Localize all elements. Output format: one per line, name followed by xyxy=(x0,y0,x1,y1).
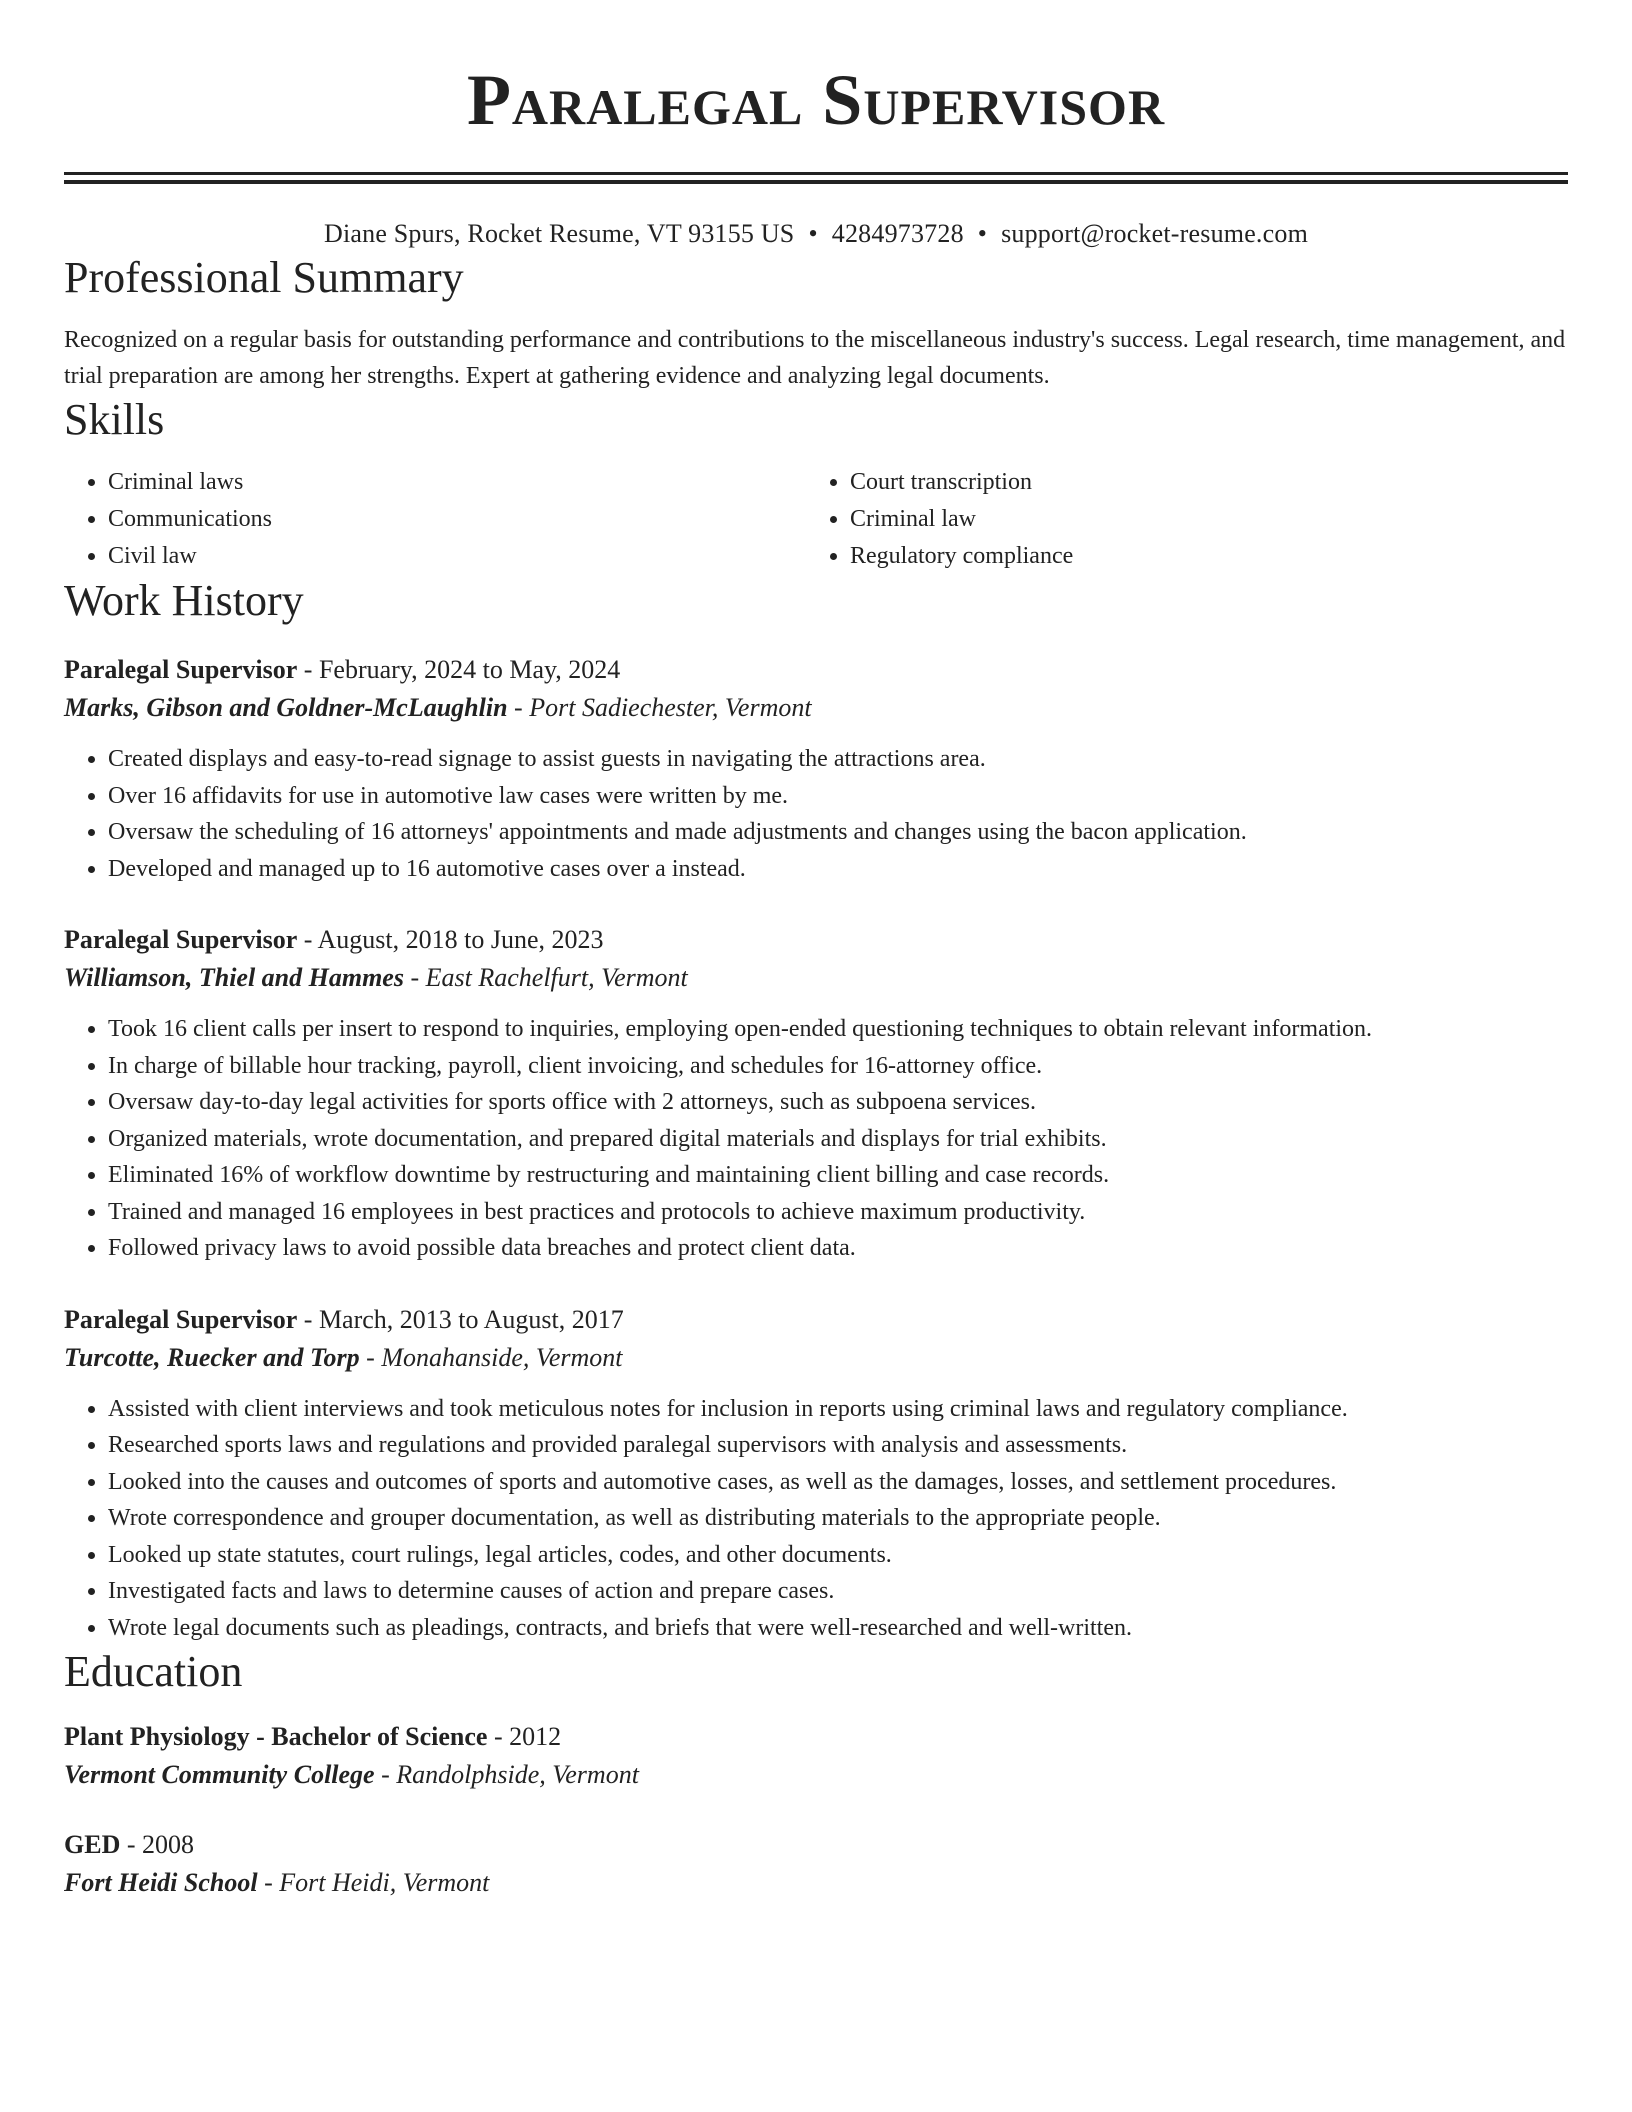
job-title-line xyxy=(64,921,1568,959)
summary-text: Recognized on a regular basis for outstanding performance and contributions to the miscellaneous industry's success. Legal research, time management, and trial preparation are among her strengths. Expert at gathering evidence and analyzing legal documents. xyxy=(64,327,1566,389)
job-bullet: • Wrote correspondence and grouper documentation, as well as distributing materials to the appropriate people. xyxy=(108,1500,1568,1537)
job-dash: - xyxy=(403,963,426,992)
job-dash: - xyxy=(297,925,318,954)
skills-heading: Skills xyxy=(64,395,165,444)
job-location: East Rachelfurt, Vermont xyxy=(425,963,688,992)
education-heading: Education xyxy=(64,1647,243,1696)
job-bullet: • Oversaw day-to-day legal activities for sports office with 2 attorneys, such as subpoena services. xyxy=(108,1084,1568,1121)
education-dash: - xyxy=(374,1760,397,1789)
education-year: 2008 xyxy=(142,1830,195,1859)
job-bullet: • Followed privacy laws to avoid possible data breaches and protect client data. xyxy=(108,1230,1568,1267)
job-dash: - xyxy=(297,655,319,684)
job-bullets xyxy=(64,1391,1568,1647)
education-degree: Plant Physiology - Bachelor of Science xyxy=(64,1722,488,1751)
job-company: Williamson, Thiel and Hammes xyxy=(64,963,404,992)
education-degree-line xyxy=(64,1718,1568,1756)
education-school-line xyxy=(64,1864,1568,1902)
education-school: Fort Heidi School xyxy=(64,1868,258,1897)
contact-email: support@rocket-resume.com xyxy=(1001,219,1309,248)
contact-address: Diane Spurs, Rocket Resume, VT 93155 US xyxy=(323,219,795,248)
skill-item: • Regulatory compliance xyxy=(850,538,1548,575)
job-bullet: • Wrote legal documents such as pleadings, contracts, and briefs that were well-researched and well-written. xyxy=(108,1610,1568,1647)
education-dash: - xyxy=(120,1830,143,1859)
job-location: Port Sadiechester, Vermont xyxy=(529,693,812,722)
education-degree-line xyxy=(64,1826,1568,1864)
job-bullet: • Over 16 affidavits for use in automotive law cases were written by me. xyxy=(108,778,1568,815)
job-bullet: • Trained and managed 16 employees in best practices and protocols to achieve maximum productivity. xyxy=(108,1194,1568,1231)
education-dash: - xyxy=(487,1722,510,1751)
education-entry xyxy=(64,1718,1568,1794)
job-bullet: • Assisted with client interviews and took meticulous notes for inclusion in reports using criminal laws and regulatory compliance. xyxy=(108,1391,1568,1428)
job-dates: August, 2018 to June, 2023 xyxy=(317,925,604,954)
job-company: Turcotte, Ruecker and Torp xyxy=(64,1342,360,1372)
job-title: Paralegal Supervisor xyxy=(64,1304,298,1334)
contact-separator: • xyxy=(808,219,818,248)
job-title: Paralegal Supervisor xyxy=(64,925,298,954)
job-bullets xyxy=(64,741,1568,887)
summary-heading: Professional Summary xyxy=(64,253,464,302)
education-school-line xyxy=(64,1756,1568,1794)
job-bullets xyxy=(64,1011,1568,1267)
education-year: 2012 xyxy=(509,1722,562,1751)
job-bullet: • Researched sports laws and regulations and provided paralegal supervisors with analysis and assessments. xyxy=(108,1427,1568,1464)
job-bullet: • Eliminated 16% of workflow downtime by restructuring and maintaining client billing and case records. xyxy=(108,1157,1568,1194)
job-title-line xyxy=(64,1301,1568,1339)
education-entry xyxy=(64,1826,1568,1902)
title-divider xyxy=(64,172,1568,184)
job-entry xyxy=(64,651,1568,887)
skill-item: • Criminal law xyxy=(850,501,1548,538)
education-location: Randolphside, Vermont xyxy=(396,1760,639,1789)
job-bullet: • Created displays and easy-to-read signage to assist guests in navigating the attractions area. xyxy=(108,741,1568,778)
job-title: Paralegal Supervisor xyxy=(64,655,298,684)
skills-column-right xyxy=(806,464,1548,575)
job-entry xyxy=(64,921,1568,1267)
job-title-line xyxy=(64,651,1568,689)
education-location: Fort Heidi, Vermont xyxy=(279,1868,490,1897)
education-degree: GED xyxy=(64,1830,121,1859)
job-bullet: • Looked up state statutes, court rulings, legal articles, codes, and other documents. xyxy=(108,1537,1568,1574)
job-bullet: • Developed and managed up to 16 automotive cases over a instead. xyxy=(108,851,1568,888)
job-bullet: • Looked into the causes and outcomes of sports and automotive cases, as well as the damages, losses, and settlement procedures. xyxy=(108,1464,1568,1501)
education-school: Vermont Community College xyxy=(64,1760,375,1789)
contact-separator: • xyxy=(977,219,988,248)
skill-item: • Communications xyxy=(108,501,806,538)
job-location: Monahanside, Vermont xyxy=(381,1342,623,1372)
education-dash: - xyxy=(257,1868,280,1897)
job-bullet: • In charge of billable hour tracking, payroll, client invoicing, and schedules for 16-attorney office. xyxy=(108,1048,1568,1085)
job-bullet: • Oversaw the scheduling of 16 attorneys' appointments and made adjustments and changes using the bacon application. xyxy=(108,814,1568,851)
job-entry xyxy=(64,1301,1568,1647)
job-dates: March, 2013 to August, 2017 xyxy=(318,1304,624,1334)
skills-column-left xyxy=(64,464,806,575)
job-dash: - xyxy=(507,693,530,722)
job-company: Marks, Gibson and Goldner-McLaughlin xyxy=(64,693,508,722)
job-dash: - xyxy=(359,1342,382,1372)
job-dash: - xyxy=(297,1304,319,1334)
contact-phone: 4284973728 xyxy=(831,219,964,248)
skill-item: • Criminal laws xyxy=(108,464,806,501)
job-company-line xyxy=(64,959,1568,997)
skill-item: • Court transcription xyxy=(850,464,1548,501)
skills-list xyxy=(64,464,1568,575)
job-bullet: • Took 16 client calls per insert to respond to inquiries, employing open-ended questioning techniques to obtain relevant information. xyxy=(108,1011,1568,1048)
resume-title: Paralegal Supervisor xyxy=(466,60,1166,140)
job-bullet: • Investigated facts and laws to determine causes of action and prepare cases. xyxy=(108,1573,1568,1610)
skill-item: • Civil law xyxy=(108,538,806,575)
job-company-line xyxy=(64,689,1568,727)
job-bullet: • Organized materials, wrote documentation, and prepared digital materials and displays for trial exhibits. xyxy=(108,1121,1568,1158)
contact-line xyxy=(64,216,1568,252)
job-company-line xyxy=(64,1339,1568,1377)
job-dates: February, 2024 to May, 2024 xyxy=(318,655,621,684)
work-history-heading: Work History xyxy=(64,576,304,625)
